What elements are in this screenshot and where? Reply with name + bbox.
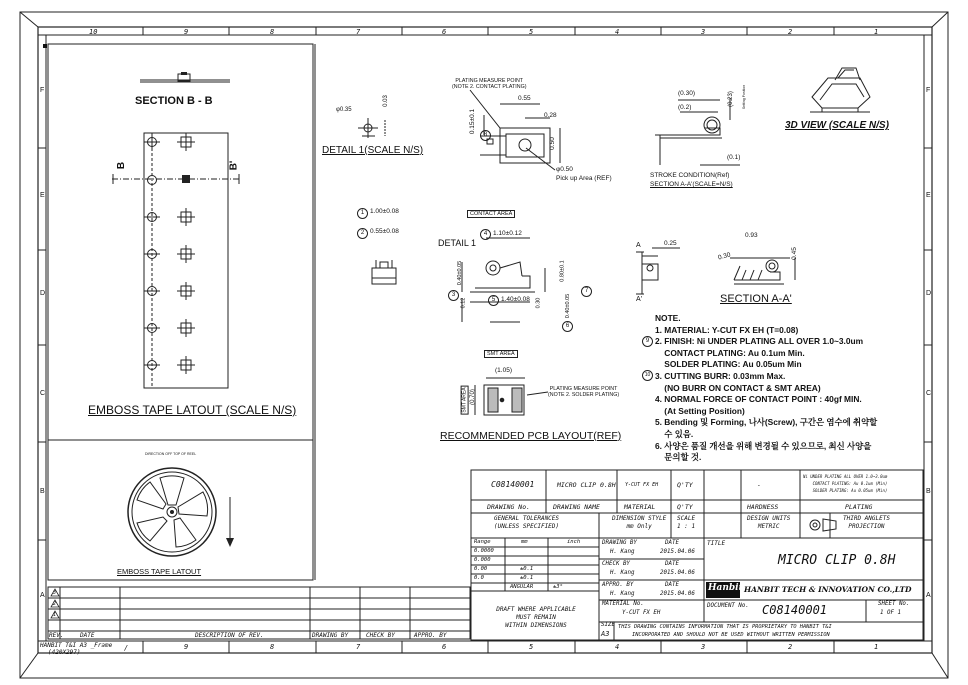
company-name: HANBIT TECH & INNOVATION CO.,LTD [744, 585, 912, 594]
tb-drawn-by-label: DRAWING BY [602, 540, 637, 546]
stroke-title-2: SECTION A-A'(SCALE=N/S) [650, 181, 733, 188]
tb-material-no-value: Y-CUT FX EH [622, 610, 661, 616]
dim-080: 0.80±0.1 [559, 260, 566, 282]
rev-row-1: 1 [53, 612, 57, 618]
row-label-e-right: E [926, 192, 931, 199]
plating-note-line2: (NOTE 2. CONTACT PLATING) [452, 84, 527, 90]
dim-110: 1.10±0.12 [493, 230, 522, 237]
tol-row-3-mm: ±0.1 [520, 566, 534, 572]
note-line-6: (NO BURR ON CONTACT & SMT AREA) [655, 382, 821, 393]
tb-h-drawing-no: DRAWING No. [487, 503, 531, 511]
company-logo: Hanbit [708, 583, 743, 593]
row-label-f-right: F [926, 87, 931, 94]
col-label-bottom-5: 5 [529, 643, 534, 651]
tb-draft-2: MUST REMAIN [516, 614, 556, 621]
tb-prop-1: THIS DRAWING CONTAINS INFORMATION THAT IS PROPRIETARY TO HANBIT T&I [618, 624, 832, 630]
rev-header-drawing-by: DRAWING BY [312, 632, 349, 639]
stroke-title-1: STROKE CONDITION(Ref) [650, 172, 730, 179]
tb-drawn-date-label: DATE [665, 540, 679, 546]
plating-note-line1: PLATING MEASURE POINT [455, 78, 524, 84]
row-label-e: E [40, 192, 45, 199]
tb-title-label: TITLE [707, 540, 726, 547]
col-label-9: 9 [184, 28, 189, 36]
tb-proj-1: THIRD ANGLETS [843, 515, 890, 522]
tb-projection [843, 515, 890, 531]
col-label-bottom-8: 8 [270, 643, 275, 651]
tb-proj-2: PROJECTION [848, 523, 885, 530]
tb-size-label: SIZE [601, 622, 615, 628]
tb-check-date-label: DATE [665, 561, 679, 567]
tb-design-units [747, 515, 790, 531]
tb-draft-1: DRAFT WHERE APPLICABLE [496, 606, 576, 613]
row-label-a: A [40, 592, 45, 599]
note-line-1: 1. MATERIAL: Y-CUT FX EH (T=0.08) [655, 324, 799, 335]
detail1-callout: DETAIL 1 [438, 238, 477, 248]
dim-093: 0.93 [745, 232, 758, 239]
dim-030-aa: 0.30 [717, 251, 732, 262]
col-label-2: 2 [788, 28, 793, 36]
tb-plating-value-2: CONTACT PLATING: Au 0.1um (Min) [812, 481, 888, 486]
col-label-8: 8 [270, 28, 275, 36]
marker-1: 1 [357, 208, 368, 219]
col-label-7: 7 [356, 28, 361, 36]
tol-head-inch: inch [567, 539, 581, 545]
tb-gen-tol-1: GENERAL TOLERANCES [494, 515, 560, 522]
detail1-dim: 0.03 [382, 95, 389, 107]
tb-appro-date-label: DATE [665, 582, 679, 588]
row-label-b: B [40, 488, 45, 495]
tb-dim-style-2: mm Only [626, 523, 652, 530]
row-label-f: F [40, 87, 45, 94]
tb-qty-value: - [757, 481, 761, 489]
col-label-5: 5 [529, 28, 534, 36]
dim-100: 1.00±0.08 [370, 208, 399, 215]
rev-row-2: 2 [53, 601, 57, 607]
tb-document-no-value: C08140001 [762, 603, 828, 617]
tol-row-2-range: 0.000 [474, 557, 491, 563]
marker-10: 10 [642, 370, 653, 381]
view-3d-title: 3D VIEW (SCALE N/S) [785, 120, 889, 131]
col-label-bottom-3: 3 [701, 643, 706, 651]
frame-label-line2: (420X297) [48, 649, 81, 656]
note-line-8: (At Setting Position) [655, 405, 745, 416]
col-label-bottom-4: 4 [615, 643, 620, 651]
stroke-dim-02: (0.2) [678, 104, 692, 111]
tb-units-1: DESIGN UNITS [747, 515, 791, 522]
tb-scale [677, 515, 695, 531]
tb-h-material: MATERIAL [624, 503, 656, 511]
tol-angular: ANGULAR [510, 584, 534, 590]
marker-3: 3 [448, 290, 459, 301]
tb-check-date: 2015.04.06 [660, 570, 695, 576]
dim-105: (1.05) [495, 367, 512, 374]
tb-gen-tol-2: (UNLESS SPECIFIED) [494, 523, 560, 530]
tb-drawn-date: 2015.04.06 [660, 549, 695, 555]
tb-title-value: MICRO CLIP 0.8H [778, 553, 896, 568]
pcb-layout-title: RECOMMENDED PCB LAYOUT(REF) [440, 430, 622, 442]
tb-check-by-label: CHECK BY [602, 561, 630, 567]
stroke-setting: Setting Position [742, 84, 747, 110]
marker-8: 8 [480, 130, 491, 141]
tb-drawn-name: H. Kang [610, 549, 635, 555]
tb-check-name: H. Kang [610, 570, 635, 576]
col-label-4: 4 [615, 28, 620, 36]
smt-side-label: SMT AREA [461, 387, 468, 413]
dim-070: (0.70) [469, 389, 476, 405]
tol-row-3-range: 0.00 [474, 566, 488, 572]
tol-row-4-mm: ±0.1 [520, 575, 534, 581]
note-line-5: 3. CUTTING BURR: 0.03mm Max. [655, 370, 786, 381]
frame-slash: / [124, 644, 129, 652]
rev-header-check-by: CHECK BY [366, 632, 395, 639]
tb-dimension-style [612, 515, 666, 531]
col-label-bottom-1: 1 [874, 643, 879, 651]
marker-4: 4 [480, 229, 491, 240]
tb-h-drawing-name: DRAWING NAME [553, 503, 600, 511]
emboss-tape-title: EMBOSS TAPE LATOUT (SCALE N/S) [88, 403, 297, 417]
tb-part-no: C08140001 [491, 480, 535, 489]
detail1-title: DETAIL 1(SCALE N/S) [322, 145, 424, 156]
marker-5: 5 [488, 295, 499, 306]
rev-row-3: 3 [53, 590, 57, 596]
row-label-d-right: D [926, 290, 932, 297]
tb-h-qty: Q'TY [677, 503, 693, 511]
tol-head-mm: mm [521, 539, 528, 545]
section-aa-title: SECTION A-A' [720, 293, 792, 305]
dim-030-mid: 0.30 [535, 297, 542, 309]
tb-qty-label: Q'TY [677, 481, 693, 489]
contact-area-label: CONTACT AREA [467, 210, 515, 218]
tb-scale-2: 1 : 1 [677, 523, 696, 530]
tb-appro-date: 2015.04.06 [660, 591, 695, 597]
dim-028: 0.28 [544, 112, 557, 119]
smt-area-label: SMT AREA [484, 350, 518, 358]
dim-040-a: 0.40±0.05 [457, 260, 464, 286]
tb-material: Y-CUT FX EH [625, 482, 659, 488]
dim-012: 0.12 [460, 297, 467, 309]
tb-prop-2: INCORPORATED AND SHOULD NOT BE USED WITHOUT WRITTEN PERMISSION [632, 632, 830, 638]
dim-140: 1.40±0.08 [501, 296, 530, 303]
tb-proprietary-note [618, 623, 832, 639]
rev-header-description: DESCRIPTION OF REV. [195, 632, 264, 639]
row-label-a-right: A [926, 592, 931, 599]
tb-draft-note [481, 606, 591, 630]
smt-plating-line1: PLATING MEASURE POINT [549, 386, 618, 392]
section-a-top: A [636, 242, 641, 249]
section-b-marker-right: B' [228, 160, 240, 171]
row-label-d: D [40, 290, 46, 297]
rev-header-appro-by: APPRO. BY [414, 632, 447, 639]
dim-015: 0.15±0.1 [469, 108, 477, 135]
pickup-label: Pick up Area (REF) [556, 175, 612, 182]
tb-h-hardness: HARDNESS [747, 503, 779, 511]
row-label-c: C [40, 390, 46, 397]
dim-055-left: 0.55±0.08 [370, 228, 399, 235]
tb-sheet-label: SHEET No. [878, 601, 910, 607]
tb-sheet-value: 1 OF 1 [880, 610, 901, 616]
tb-plating-values [803, 473, 887, 494]
tol-row-4-range: 0.0 [474, 575, 484, 581]
col-label-3: 3 [701, 28, 706, 36]
stroke-dim-030: (0.30) [678, 90, 695, 97]
stroke-dim-023: (0.23) [727, 91, 734, 107]
tb-plating-value-3: SOLDER PLATING: Au 0.05um (Min) [812, 488, 888, 493]
note-line-11: 6. 사양은 품질 개선을 위해 변경될 수 있으므로, 최신 사양을 [655, 440, 872, 451]
tb-draft-3: WITHIN DIMENSIONS [505, 622, 567, 629]
col-label-6: 6 [442, 28, 447, 36]
reel-direction-label: DIRECTION OFF TOP OF REEL [145, 452, 197, 456]
note-line-4: SOLDER PLATING: Au 0.05um Min [655, 359, 802, 370]
dim-025: 0.25 [664, 240, 677, 247]
marker-7: 7 [581, 286, 592, 297]
tol-angular-value: ±3° [553, 584, 563, 590]
tb-dim-style-1: DIMENSION STYLE [612, 515, 667, 522]
tol-row-1-range: 0.0000 [474, 548, 494, 554]
pickup-dia: φ0.50 [556, 166, 573, 173]
tb-h-plating: PLATING [845, 503, 873, 511]
note-line-12: 문의할 것. [655, 452, 702, 463]
tb-material-no-label: MATERIAL No. [602, 601, 644, 607]
col-label-10: 10 [89, 28, 98, 36]
tb-size-value: A3 [601, 630, 610, 638]
stroke-dim-01: (0.1) [727, 154, 741, 161]
rev-header-rev: REV. [49, 632, 64, 639]
marker-2: 2 [357, 228, 368, 239]
note-line-3: CONTACT PLATING: Au 0.1um Min. [655, 347, 805, 358]
row-label-c-right: C [926, 390, 932, 397]
dim-045: 0.45 [790, 247, 798, 260]
tb-scale-1: SCALE [677, 515, 696, 522]
marker-6: 6 [562, 321, 573, 332]
row-label-b-right: B [926, 488, 931, 495]
dim-040-b: 0.40±0.05 [565, 293, 572, 319]
tb-general-tolerances [494, 515, 559, 531]
note-line-9: 5. Bending 및 Forming, 나사(Screw), 구간은 염수에 취약할 [655, 417, 878, 428]
tol-head-range: Range [474, 539, 491, 545]
dim-050: 0.50 [548, 137, 556, 150]
note-line-7: 4. NORMAL FORCE OF CONTACT POINT : 40gf MIN. [655, 394, 862, 405]
reel-title: EMBOSS TAPE LATOUT [117, 567, 202, 576]
notes-heading: NOTE. [655, 313, 681, 323]
section-a-bottom: A' [636, 296, 643, 303]
col-label-1: 1 [874, 28, 879, 36]
tb-units-2: METRIC [757, 523, 780, 530]
section-bb-title: SECTION B - B [135, 95, 213, 107]
col-label-bottom-7: 7 [356, 643, 361, 651]
dim-055: 0.55 [518, 95, 531, 102]
marker-9: 9 [642, 336, 653, 347]
col-label-bottom-2: 2 [788, 643, 793, 651]
detail1-dia: φ0.35 [336, 107, 352, 113]
rev-header-date: DATE [80, 632, 95, 639]
frame-label-line1: HANBIT T&I A3 _Frame [40, 642, 113, 649]
tb-appro-name: H. Kang [610, 591, 635, 597]
tb-part-name: MICRO CLIP 0.8H [557, 481, 616, 489]
tb-document-no-label: DOCUMENT No. [707, 603, 749, 609]
col-label-bottom-6: 6 [442, 643, 447, 651]
note-line-10: 수 있음. [655, 428, 694, 439]
smt-plating-line2: (NOTE 2. SOLDER PLATING) [548, 392, 620, 398]
tb-plating-value-1: Ni UNDER PLATING ALL OVER 1.0~3.0um [803, 474, 888, 479]
note-line-2: 2. FINISH: Ni UNDER PLATING ALL OVER 1.0~3.0um [655, 336, 864, 347]
section-b-marker-left: B [116, 161, 128, 170]
tb-appro-by-label: APPRO. BY [602, 582, 634, 588]
col-label-bottom-9: 9 [184, 643, 189, 651]
